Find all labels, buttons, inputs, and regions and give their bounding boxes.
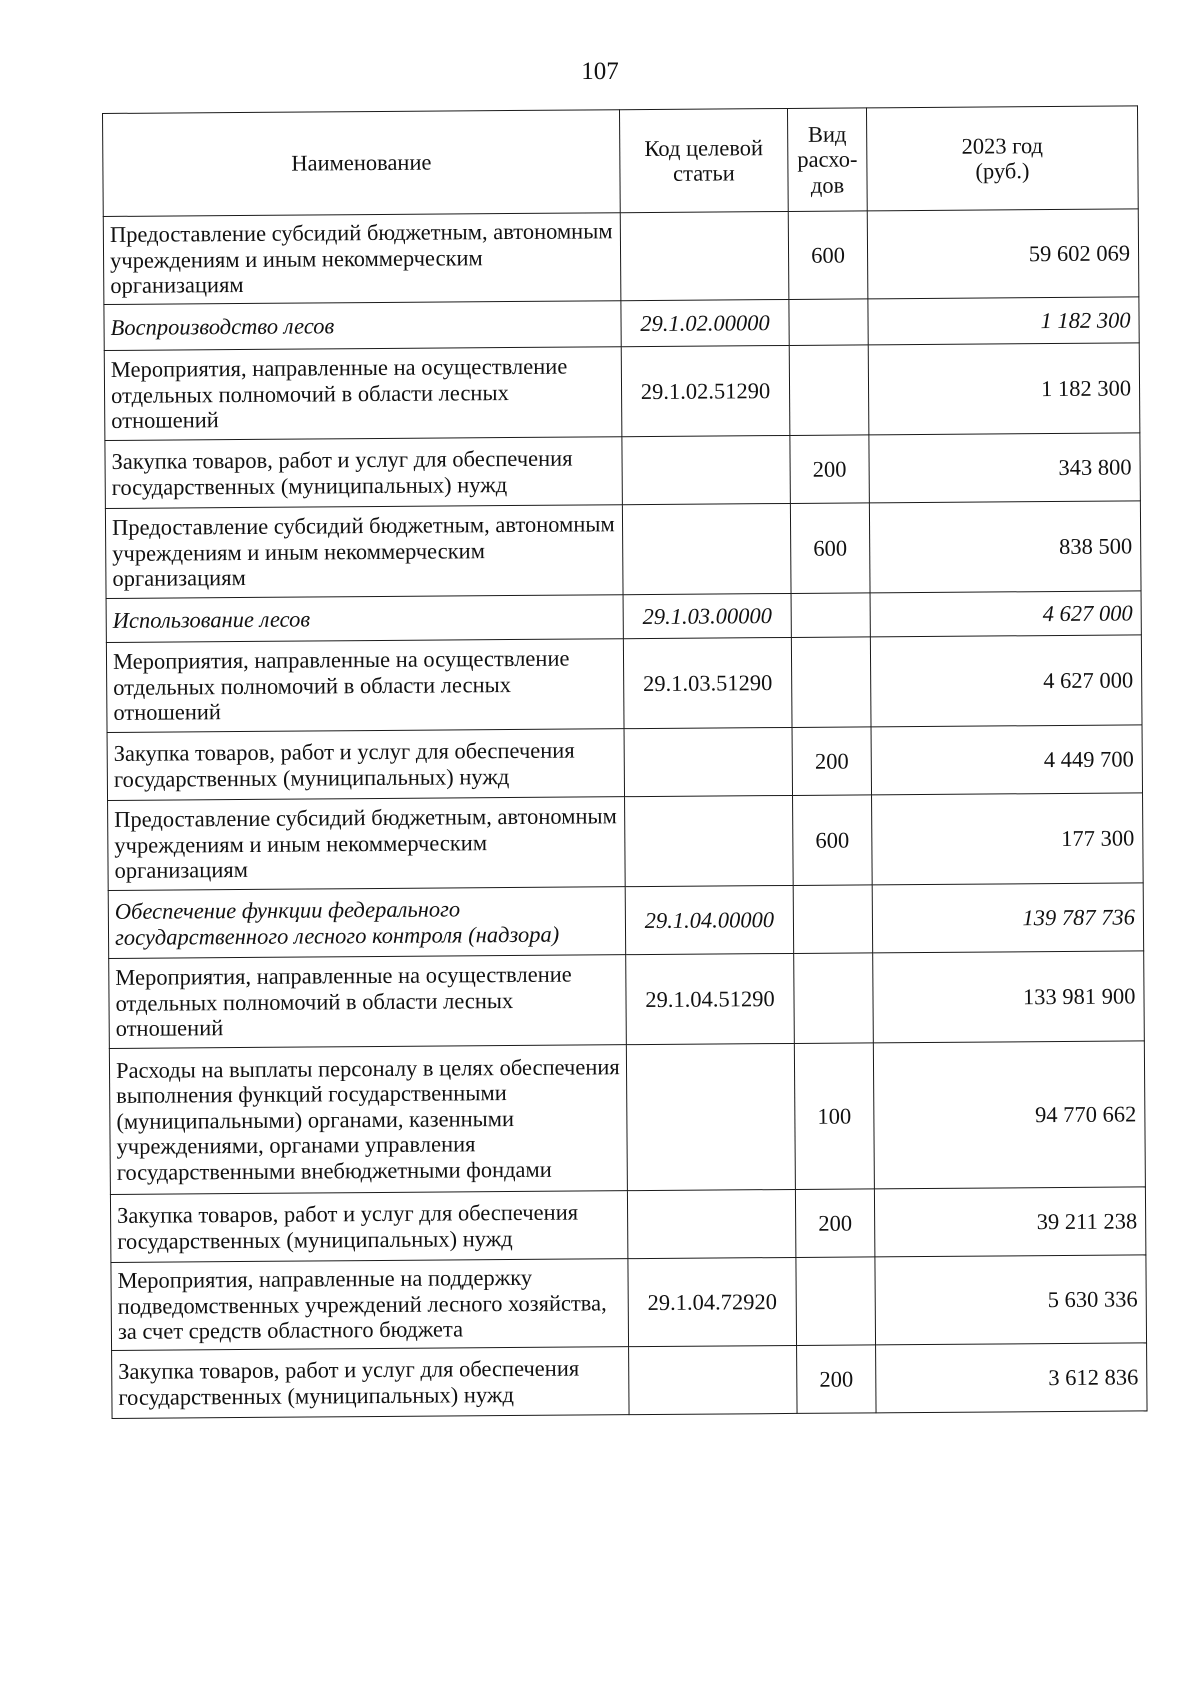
table-row	[103, 209, 1139, 305]
row-name: Расходы на выплаты персоналу в целях обеспечения выполнения функций государственными (муниципальными) органами, казенными учреждениями, органами управления государственными внебюджетными фондами	[109, 1045, 627, 1195]
row-code: 29.1.02.51290	[621, 345, 790, 436]
row-expense-type: 200	[797, 1345, 876, 1414]
table-row	[111, 1255, 1147, 1351]
row-name: Закупка товаров, работ и услуг для обеспечения государственных (муниципальных) нужд	[105, 437, 622, 509]
table-row	[109, 1041, 1145, 1195]
table-row	[108, 793, 1144, 891]
row-expense-type	[789, 299, 868, 346]
row-code	[622, 503, 791, 594]
row-amount: 133 981 900	[873, 951, 1145, 1043]
row-expense-type	[793, 885, 872, 954]
row-name: Закупка товаров, работ и услуг для обеспечения государственных (муниципальных) нужд	[110, 1191, 627, 1263]
row-name: Закупка товаров, работ и услуг для обеспечения государственных (муниципальных) нужд	[112, 1347, 629, 1419]
row-name: Предоставление субсидий бюджетным, автономным учреждениям и иным некоммерческим организациям	[108, 797, 626, 891]
row-code	[622, 435, 790, 504]
table-row	[105, 433, 1140, 509]
row-name: Мероприятия, направленные на осуществление отдельных полномочий в области лесных отношений	[104, 347, 622, 441]
row-code	[626, 1043, 795, 1190]
row-expense-type: 100	[794, 1043, 874, 1190]
row-expense-type	[796, 1257, 876, 1346]
row-amount: 1 182 300	[868, 343, 1140, 435]
table-row	[106, 635, 1142, 733]
row-code: 29.1.02.00000	[621, 299, 789, 346]
row-name: Мероприятия, направленные на поддержку подведомственных учреждений лесного хозяйства, за счет средств областного бюджета	[111, 1259, 629, 1351]
row-name: Предоставление субсидий бюджетным, автономным учреждениям и иным некоммерческим организациям	[103, 213, 621, 305]
row-name: Мероприятия, направленные на осуществление отдельных полномочий в области лесных отношений	[106, 639, 624, 733]
row-amount: 177 300	[872, 793, 1144, 885]
row-expense-type	[789, 345, 869, 436]
table-row	[104, 343, 1140, 441]
header-amount	[866, 106, 1138, 211]
table-row	[109, 951, 1145, 1049]
row-expense-type: 200	[795, 1189, 874, 1258]
row-expense-type: 600	[788, 211, 868, 300]
page-number: 107	[581, 58, 619, 85]
row-name: Обеспечение функции федерального государственного лесного контроля (надзора)	[108, 887, 625, 959]
row-amount: 94 770 662	[873, 1041, 1145, 1189]
row-code	[620, 211, 789, 300]
row-amount: 4 627 000	[870, 635, 1142, 727]
row-expense-type: 600	[790, 503, 870, 594]
row-expense-type	[791, 593, 870, 638]
header-type-line: дов	[810, 172, 845, 198]
table-header-row	[103, 106, 1139, 217]
row-code	[629, 1345, 797, 1414]
row-name: Воспроизводство лесов	[104, 301, 621, 351]
table-row	[106, 591, 1141, 643]
row-amount: 59 602 069	[867, 209, 1139, 299]
table-body	[103, 209, 1147, 1419]
row-code	[624, 727, 792, 796]
row-expense-type: 200	[792, 727, 871, 796]
header-amount-line: 2023 год	[961, 132, 1044, 159]
header-type	[787, 108, 867, 212]
row-expense-type: 600	[793, 795, 873, 886]
table-row	[107, 725, 1142, 801]
row-code	[625, 795, 794, 886]
table-row	[104, 297, 1139, 351]
row-code: 29.1.04.00000	[625, 885, 793, 954]
row-expense-type: 200	[790, 435, 869, 504]
row-amount: 3 612 836	[876, 1343, 1147, 1413]
header-type-line: расхо-	[797, 146, 858, 173]
header-code-line: статьи	[673, 160, 735, 186]
row-amount: 343 800	[869, 433, 1140, 503]
table-row	[112, 1343, 1147, 1419]
row-name: Мероприятия, направленные на осуществление отдельных полномочий в области лесных отношений	[109, 955, 627, 1049]
budget-table-sheet	[102, 105, 1147, 1419]
row-code: 29.1.03.00000	[623, 593, 791, 638]
header-amount-line: (руб.)	[975, 158, 1030, 184]
row-code	[627, 1189, 795, 1258]
header-name: Наименование	[103, 110, 621, 217]
row-amount: 139 787 736	[872, 883, 1143, 953]
table-row	[105, 501, 1141, 599]
table-row	[108, 883, 1143, 959]
row-amount: 4 449 700	[871, 725, 1142, 795]
row-expense-type	[794, 953, 874, 1044]
row-code: 29.1.04.72920	[628, 1257, 797, 1346]
row-name: Использование лесов	[106, 595, 623, 643]
row-code: 29.1.03.51290	[623, 637, 792, 728]
row-name: Предоставление субсидий бюджетным, автономным учреждениям и иным некоммерческим организациям	[105, 505, 623, 599]
header-code	[619, 108, 788, 212]
row-code: 29.1.04.51290	[626, 953, 795, 1044]
row-amount: 5 630 336	[875, 1255, 1147, 1345]
row-amount: 838 500	[869, 501, 1141, 593]
budget-table	[102, 105, 1148, 1419]
row-amount: 4 627 000	[870, 591, 1141, 637]
header-type-line: Вид	[807, 121, 847, 147]
row-amount: 1 182 300	[868, 297, 1139, 345]
row-amount: 39 211 238	[874, 1187, 1145, 1257]
header-code-line: Код целевой	[644, 134, 764, 161]
table-row	[110, 1187, 1145, 1263]
row-expense-type	[791, 637, 871, 728]
row-name: Закупка товаров, работ и услуг для обеспечения государственных (муниципальных) нужд	[107, 729, 624, 801]
